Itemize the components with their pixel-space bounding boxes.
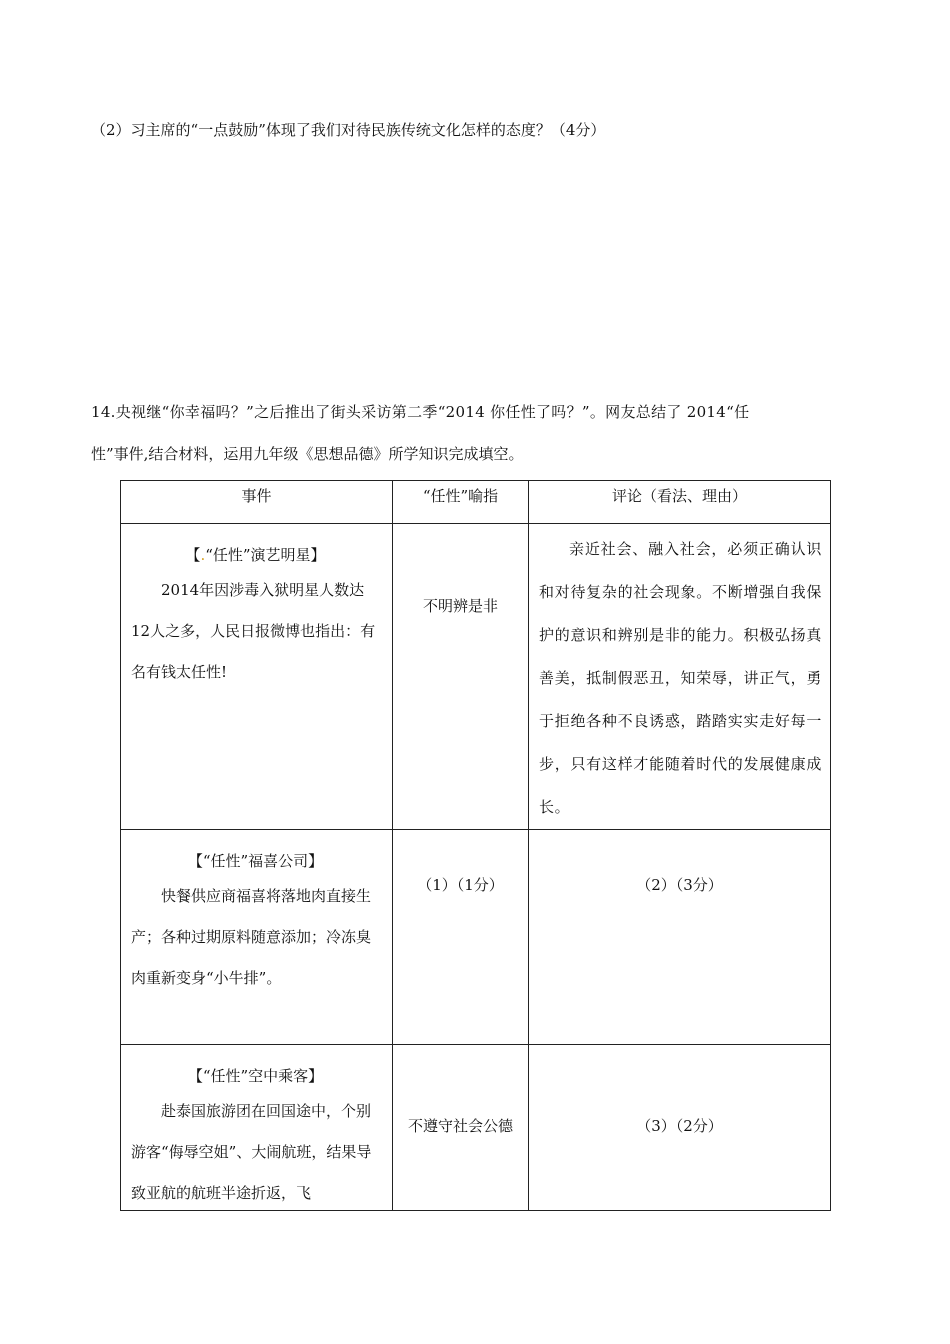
event-title: 【“任性”福喜公司】 [187,852,324,870]
header-event: 事件 [121,481,393,524]
comment-cell: （3）（2分） [529,1045,831,1211]
question-14-line-2: 性”事件,结合材料，运用九年级《思想品德》所学知识完成填空。 [91,445,524,463]
event-cell [121,830,393,1045]
table-row [121,830,831,1045]
header-meaning: “任性”喻指 [393,481,529,524]
table-row [121,524,831,830]
comment-cell: （2）（3分） [529,830,831,1045]
event-cell [121,524,393,830]
table-row [121,1045,831,1211]
question-2: （2）习主席的“一点鼓励”体现了我们对待民族传统文化怎样的态度？（4分） [91,121,606,139]
meaning-cell: 不遵守社会公德 [393,1045,529,1211]
event-body: 快餐供应商福喜将落地肉直接生产；各种过期原料随意添加；冷冻臭肉重新变身“小牛排”。 [131,887,372,987]
event-body: 赴泰国旅游团在回国途中，个别游客“侮辱空姐”、大闹航班，结果导致亚航的航班半途折返，飞 [131,1102,372,1202]
event-body: 2014年因涉毒入狱明星人数达12人之多，人民日报微博也指出：有名有钱太任性! [131,581,376,681]
meaning-cell: （1）（1分） [393,830,529,1045]
events-table [120,480,831,1211]
header-comment: 评论（看法、理由） [529,481,831,524]
mark-dot: . [200,546,206,564]
event-title: 【.“任性”演艺明星】 [185,546,326,564]
meaning-cell: 不明辨是非 [393,524,529,830]
table-header-row [121,481,831,524]
event-title: 【“任性”空中乘客】 [187,1067,324,1085]
comment-cell [529,524,831,830]
comment-text: 亲近社会、融入社会，必须正确认识和对待复杂的社会现象。不断增强自我保护的意识和辨别是非的能力。积极弘扬真善美，抵制假恶丑，知荣辱，讲正气，勇于拒绝各种不良诱惑，踏踏实实走好每一步，只有这样才能随着时代的发展健康成长。 [539,540,822,816]
question-14-line-1: 14.央视继“你幸福吗？”之后推出了街头采访第二季“2014 你任性了吗？”。网友总结了 2014“任 [91,403,750,421]
event-cell [121,1045,393,1211]
